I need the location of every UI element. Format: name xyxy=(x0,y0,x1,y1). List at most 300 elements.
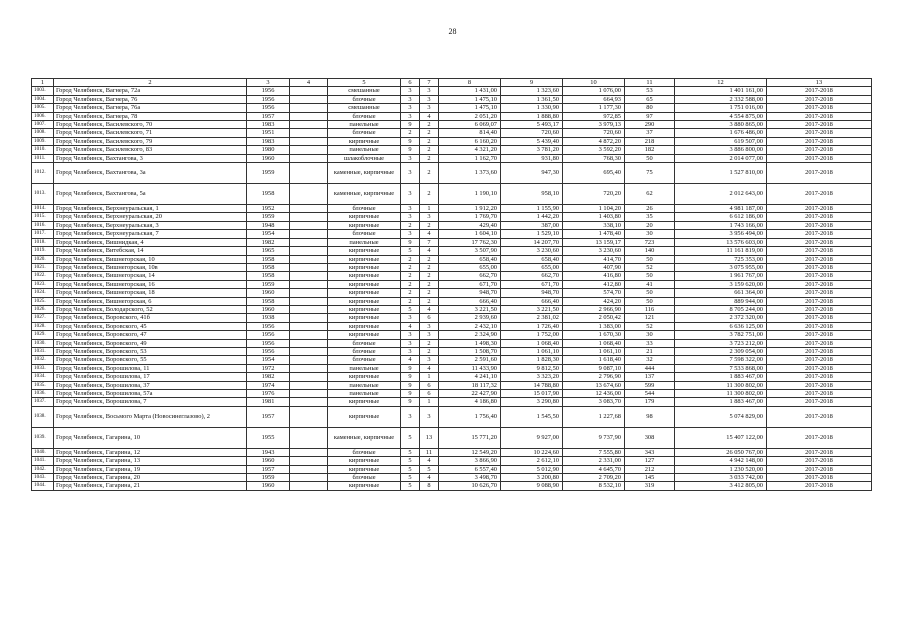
table-cell: 2 xyxy=(420,297,439,305)
table-cell: 1983 xyxy=(247,137,290,145)
table-cell: 5 493,17 xyxy=(501,121,563,129)
table-cell: 50 xyxy=(625,255,675,263)
table-cell: кирпичные xyxy=(328,465,401,473)
table-cell: 1980 xyxy=(247,146,290,154)
table-cell: 948,70 xyxy=(501,289,563,297)
table-cell: 1031. xyxy=(32,347,54,355)
table-cell: 116 xyxy=(625,305,675,313)
table-cell: 2017-2018 xyxy=(767,255,872,263)
table-cell: 62 xyxy=(625,184,675,205)
table-row xyxy=(32,154,872,162)
table-cell: 662,70 xyxy=(501,272,563,280)
table-cell: 1982 xyxy=(247,373,290,381)
table-cell: 1958 xyxy=(247,184,290,205)
table-cell: 50 xyxy=(625,154,675,162)
table-cell: 1 373,60 xyxy=(439,163,501,184)
table-cell xyxy=(290,373,328,381)
table-cell: 1 756,40 xyxy=(439,406,501,427)
table-cell: 9 087,10 xyxy=(563,364,625,372)
table-row xyxy=(32,137,872,145)
table-cell xyxy=(290,347,328,355)
table-cell: 179 xyxy=(625,398,675,406)
table-cell: 1017. xyxy=(32,230,54,238)
table-cell: 3 221,50 xyxy=(501,305,563,313)
table-cell: 1 475,10 xyxy=(439,104,501,112)
table-cell: 2017-2018 xyxy=(767,289,872,297)
table-cell: 1960 xyxy=(247,482,290,490)
table-cell: 2017-2018 xyxy=(767,322,872,330)
table-cell: 30 xyxy=(625,230,675,238)
table-cell: 3 979,13 xyxy=(563,121,625,129)
table-cell: Город Челябинск, Вагнера, 76 xyxy=(54,95,247,103)
table-cell: 1026. xyxy=(32,305,54,313)
table-cell: 9 xyxy=(401,121,420,129)
table-cell: 814,40 xyxy=(439,129,501,137)
table-cell: 9 812,50 xyxy=(501,364,563,372)
table-header-row xyxy=(32,79,872,87)
table-cell: 50 xyxy=(625,297,675,305)
table-cell: 5 012,90 xyxy=(501,465,563,473)
table-cell: 37 xyxy=(625,129,675,137)
table-cell: 11 433,90 xyxy=(439,364,501,372)
column-header: 11 xyxy=(625,79,675,87)
table-cell: 2017-2018 xyxy=(767,238,872,246)
table-cell: 2 xyxy=(420,137,439,145)
table-cell: 5 xyxy=(401,427,420,448)
table-cell: 14 788,80 xyxy=(501,381,563,389)
table-cell: 1 361,50 xyxy=(501,95,563,103)
table-cell: 1 401 161,00 xyxy=(675,87,767,95)
table-cell: 15 017,90 xyxy=(501,390,563,398)
table-cell: Город Челябинск, Гагарина, 20 xyxy=(54,474,247,482)
column-header: 12 xyxy=(675,79,767,87)
table-cell xyxy=(290,146,328,154)
table-cell: кирпичные xyxy=(328,289,401,297)
table-cell: 2 xyxy=(420,154,439,162)
column-header: 7 xyxy=(420,79,439,87)
table-cell: 12 436,00 xyxy=(563,390,625,398)
table-cell: 2017-2018 xyxy=(767,339,872,347)
table-cell xyxy=(290,104,328,112)
table-cell: 97 xyxy=(625,112,675,120)
table-cell xyxy=(290,331,328,339)
table-row xyxy=(32,230,872,238)
table-cell: кирпичные xyxy=(328,272,401,280)
table-cell: 1 961 767,00 xyxy=(675,272,767,280)
table-cell: 1024. xyxy=(32,289,54,297)
table-row xyxy=(32,95,872,103)
table-cell: 2017-2018 xyxy=(767,137,872,145)
table-cell: Город Челябинск, Верхнеуральская, 1 xyxy=(54,205,247,213)
table-cell: 22 427,90 xyxy=(439,390,501,398)
table-cell: 2017-2018 xyxy=(767,163,872,184)
table-cell xyxy=(290,272,328,280)
table-cell: 2017-2018 xyxy=(767,482,872,490)
table-cell: блочные xyxy=(328,230,401,238)
table-cell: 889 944,00 xyxy=(675,297,767,305)
housing-repair-table xyxy=(31,78,872,491)
table-cell: 1960 xyxy=(247,289,290,297)
table-cell: 121 xyxy=(625,314,675,322)
table-cell: 2 xyxy=(420,129,439,137)
table-cell: 6 xyxy=(420,381,439,389)
table-row xyxy=(32,213,872,221)
table-cell: 1035. xyxy=(32,381,54,389)
table-cell: 3 290,80 xyxy=(501,398,563,406)
table-cell: 6 636 125,00 xyxy=(675,322,767,330)
table-cell: 2017-2018 xyxy=(767,230,872,238)
table-cell: 1 162,70 xyxy=(439,154,501,162)
table-cell: шлакоблочные xyxy=(328,154,401,162)
table-cell: 1 545,50 xyxy=(501,406,563,427)
table-row xyxy=(32,87,872,95)
table-cell: 1974 xyxy=(247,381,290,389)
table-cell: 5 xyxy=(401,465,420,473)
table-cell: панельные xyxy=(328,146,401,154)
table-row xyxy=(32,322,872,330)
table-cell: 1959 xyxy=(247,280,290,288)
table-cell: 2 xyxy=(420,163,439,184)
table-cell: 3 075 955,00 xyxy=(675,263,767,271)
table-cell: 3 xyxy=(401,314,420,322)
table-cell: Город Челябинск, Вишнегорская, 10 xyxy=(54,255,247,263)
table-cell: 2017-2018 xyxy=(767,427,872,448)
table-cell: панельные xyxy=(328,121,401,129)
table-cell: 958,10 xyxy=(501,184,563,205)
table-cell: 2017-2018 xyxy=(767,373,872,381)
table-cell: 12 549,20 xyxy=(439,448,501,456)
table-cell: 10 224,60 xyxy=(501,448,563,456)
table-cell: Город Челябинск, Ворошилова, 37 xyxy=(54,381,247,389)
table-cell: 1016. xyxy=(32,221,54,229)
table-cell: 2 xyxy=(420,221,439,229)
table-cell: 2017-2018 xyxy=(767,129,872,137)
table-cell: 1043. xyxy=(32,474,54,482)
table-cell xyxy=(290,474,328,482)
table-row xyxy=(32,280,872,288)
table-cell: 3 xyxy=(420,95,439,103)
table-cell: 3 230,60 xyxy=(501,247,563,255)
table-cell: 655,00 xyxy=(501,263,563,271)
table-cell: 127 xyxy=(625,457,675,465)
table-cell: 1 743 166,00 xyxy=(675,221,767,229)
table-cell: Город Челябинск, Ворошилова, 17 xyxy=(54,373,247,381)
table-cell: 5 xyxy=(401,482,420,490)
table-cell: 1982 xyxy=(247,238,290,246)
table-cell: 1981 xyxy=(247,398,290,406)
table-cell: 14 207,70 xyxy=(501,238,563,246)
table-cell xyxy=(290,112,328,120)
table-cell: Город Челябинск, Вишнегорская, 10в xyxy=(54,263,247,271)
table-cell: 11 300 802,00 xyxy=(675,381,767,389)
table-cell: 6 160,20 xyxy=(439,137,501,145)
table-cell: Город Челябинск, Воровского, 41б xyxy=(54,314,247,322)
table-cell: 1938 xyxy=(247,314,290,322)
table-row xyxy=(32,255,872,263)
table-cell: 1958 xyxy=(247,263,290,271)
table-row xyxy=(32,457,872,465)
table-cell: блочные xyxy=(328,205,401,213)
table-cell: 5 xyxy=(401,474,420,482)
table-row xyxy=(32,184,872,205)
table-cell: 658,40 xyxy=(501,255,563,263)
table-cell: 3 xyxy=(420,322,439,330)
page-number: 28 xyxy=(448,27,457,36)
table-cell: 2017-2018 xyxy=(767,465,872,473)
table-cell: 3 886 800,00 xyxy=(675,146,767,154)
table-cell: 2017-2018 xyxy=(767,95,872,103)
table-cell: 2 xyxy=(401,297,420,305)
table-cell: 5 xyxy=(401,247,420,255)
table-cell: 182 xyxy=(625,146,675,154)
table-cell xyxy=(290,364,328,372)
table-cell: кирпичные xyxy=(328,373,401,381)
table-row xyxy=(32,129,872,137)
table-row xyxy=(32,406,872,427)
table-cell: 4 xyxy=(420,305,439,313)
table-cell: 1 529,10 xyxy=(501,230,563,238)
table-cell: каменные, кирпичные xyxy=(328,163,401,184)
table-cell: 664,93 xyxy=(563,95,625,103)
table-cell: 3 xyxy=(401,112,420,120)
table-cell: кирпичные xyxy=(328,305,401,313)
table-cell: 8 xyxy=(420,482,439,490)
table-cell: 18 117,32 xyxy=(439,381,501,389)
table-row xyxy=(32,427,872,448)
table-cell: 3 083,70 xyxy=(563,398,625,406)
table-cell: 1 xyxy=(420,205,439,213)
table-cell: Город Челябинск, Ворошилова, 11 xyxy=(54,364,247,372)
table-cell: 50 xyxy=(625,272,675,280)
table-cell xyxy=(290,482,328,490)
table-cell: 98 xyxy=(625,406,675,427)
table-cell: 3 221,50 xyxy=(439,305,501,313)
table-row xyxy=(32,347,872,355)
table-cell: 65 xyxy=(625,95,675,103)
table-cell: 948,70 xyxy=(439,289,501,297)
table-cell: 4 645,70 xyxy=(563,465,625,473)
table-row xyxy=(32,163,872,184)
table-cell: 2017-2018 xyxy=(767,154,872,162)
table-cell: 1 061,10 xyxy=(563,347,625,355)
table-cell: 2017-2018 xyxy=(767,406,872,427)
table-cell xyxy=(290,230,328,238)
table-cell: 7 555,80 xyxy=(563,448,625,456)
table-cell: 4 xyxy=(420,230,439,238)
table-cell: 5 439,40 xyxy=(501,137,563,145)
column-header: 5 xyxy=(328,79,401,87)
table-cell: 414,70 xyxy=(563,255,625,263)
table-cell: 1954 xyxy=(247,230,290,238)
table-cell: 3 781,20 xyxy=(501,146,563,154)
table-cell xyxy=(290,427,328,448)
table-cell: 2017-2018 xyxy=(767,448,872,456)
table-cell: 13 xyxy=(420,427,439,448)
table-cell: 3 xyxy=(420,356,439,364)
table-cell: блочные xyxy=(328,112,401,120)
table-cell: Город Челябинск, Гагарина, 19 xyxy=(54,465,247,473)
table-cell: 7 533 868,00 xyxy=(675,364,767,372)
table-cell: 2 591,60 xyxy=(439,356,501,364)
table-cell: 1 403,80 xyxy=(563,213,625,221)
table-cell: 1 912,20 xyxy=(439,205,501,213)
table-cell: 1 883 467,00 xyxy=(675,373,767,381)
table-cell: 137 xyxy=(625,373,675,381)
table-cell: 9 xyxy=(401,381,420,389)
table-cell: Город Челябинск, Вишнидкая, 4 xyxy=(54,238,247,246)
table-cell: Город Челябинск, Василевского, 70 xyxy=(54,121,247,129)
table-cell xyxy=(290,381,328,389)
table-cell: 3 xyxy=(420,213,439,221)
table-cell: Город Челябинск, Ворошилова, 57а xyxy=(54,390,247,398)
table-cell: 1021. xyxy=(32,263,54,271)
table-cell: 3 323,20 xyxy=(501,373,563,381)
table-cell: Город Челябинск, Вагнера, 72а xyxy=(54,87,247,95)
table-cell: 4 186,80 xyxy=(439,398,501,406)
table-cell: кирпичные xyxy=(328,221,401,229)
table-cell xyxy=(290,406,328,427)
table-cell: Город Челябинск, Вахтангова, 5а xyxy=(54,184,247,205)
table-cell: кирпичные xyxy=(328,137,401,145)
table-cell: 53 xyxy=(625,87,675,95)
table-row xyxy=(32,339,872,347)
table-cell: 6 xyxy=(420,390,439,398)
table-row xyxy=(32,263,872,271)
table-cell: 2017-2018 xyxy=(767,457,872,465)
table-cell: 1044. xyxy=(32,482,54,490)
table-cell: 9 xyxy=(401,146,420,154)
table-cell: 3 xyxy=(401,230,420,238)
table-row xyxy=(32,305,872,313)
table-cell: 3 xyxy=(401,154,420,162)
table-cell: 2 014 077,00 xyxy=(675,154,767,162)
table-cell: 1011. xyxy=(32,154,54,162)
table-cell: 2 xyxy=(401,272,420,280)
table-cell: 3 230,60 xyxy=(563,247,625,255)
table-cell: блочные xyxy=(328,448,401,456)
table-cell: 4 872,20 xyxy=(563,137,625,145)
column-header: 8 xyxy=(439,79,501,87)
table-cell: 218 xyxy=(625,137,675,145)
table-cell: 1952 xyxy=(247,205,290,213)
table-cell: блочные xyxy=(328,356,401,364)
table-cell: 3 xyxy=(401,184,420,205)
table-cell: 1958 xyxy=(247,297,290,305)
table-cell: 7 xyxy=(420,238,439,246)
table-cell xyxy=(290,137,328,145)
table-cell: 1 670,30 xyxy=(563,331,625,339)
table-cell: кирпичные xyxy=(328,213,401,221)
table-cell: 4 554 875,00 xyxy=(675,112,767,120)
table-cell: 145 xyxy=(625,474,675,482)
table-cell: 9 xyxy=(401,373,420,381)
table-cell: 1954 xyxy=(247,356,290,364)
table-row xyxy=(32,247,872,255)
table-cell: смешанные xyxy=(328,87,401,95)
table-cell: 1038. xyxy=(32,406,54,427)
table-cell: 9 737,90 xyxy=(563,427,625,448)
table-cell: 2 xyxy=(420,289,439,297)
table-cell: 1 888,80 xyxy=(501,112,563,120)
table-cell: Город Челябинск, Воровского, 53 xyxy=(54,347,247,355)
table-cell: 2 xyxy=(420,146,439,154)
table-cell: 2 051,20 xyxy=(439,112,501,120)
table-cell: 2 612,10 xyxy=(501,457,563,465)
table-cell: 1019. xyxy=(32,247,54,255)
table-cell: блочные xyxy=(328,339,401,347)
table-cell xyxy=(290,129,328,137)
table-cell: 1034. xyxy=(32,373,54,381)
table-cell: 2 xyxy=(420,184,439,205)
column-header: 10 xyxy=(563,79,625,87)
table-cell xyxy=(290,457,328,465)
table-cell: 1015. xyxy=(32,213,54,221)
table-cell: Город Челябинск, Василевского, 79 xyxy=(54,137,247,145)
table-cell: 1 828,30 xyxy=(501,356,563,364)
table-cell: Город Челябинск, Вахтангова, 3а xyxy=(54,163,247,184)
table-row xyxy=(32,331,872,339)
table-cell: Город Челябинск, Вишнегорская, 14 xyxy=(54,272,247,280)
table-cell: каменные, кирпичные xyxy=(328,427,401,448)
table-cell: 1020. xyxy=(32,255,54,263)
table-cell: 3 782 751,00 xyxy=(675,331,767,339)
table-cell: Город Челябинск, Володарского, 52 xyxy=(54,305,247,313)
table-cell: 30 xyxy=(625,331,675,339)
table-cell: 1007. xyxy=(32,121,54,129)
table-cell: 655,00 xyxy=(439,263,501,271)
table-cell: Город Челябинск, Вагнера, 76а xyxy=(54,104,247,112)
table-cell: кирпичные xyxy=(328,482,401,490)
table-cell: Город Челябинск, Гагарина, 13 xyxy=(54,457,247,465)
table-cell: 1 068,40 xyxy=(563,339,625,347)
column-header: 2 xyxy=(54,79,247,87)
table-cell: блочные xyxy=(328,95,401,103)
table-cell: 1956 xyxy=(247,95,290,103)
table-cell: 2 966,90 xyxy=(563,305,625,313)
table-cell: 3 412 805,00 xyxy=(675,482,767,490)
table-cell: Город Челябинск, Вишнегорская, 6 xyxy=(54,297,247,305)
table-cell: 1 618,40 xyxy=(563,356,625,364)
table-cell xyxy=(290,448,328,456)
table-cell: Город Челябинск, Верхнеуральская, 3 xyxy=(54,221,247,229)
table-cell: 1033. xyxy=(32,364,54,372)
table-cell: блочные xyxy=(328,129,401,137)
table-cell: 4 981 187,00 xyxy=(675,205,767,213)
table-cell: 671,70 xyxy=(501,280,563,288)
table-cell: Город Челябинск, Воровского, 45 xyxy=(54,322,247,330)
table-cell: 658,40 xyxy=(439,255,501,263)
table-cell: 2 331,00 xyxy=(563,457,625,465)
table-row xyxy=(32,364,872,372)
table-cell: 6 xyxy=(420,314,439,322)
table-cell: кирпичные xyxy=(328,263,401,271)
table-cell: 2 372 320,00 xyxy=(675,314,767,322)
table-cell: 41 xyxy=(625,280,675,288)
table-cell: Город Челябинск, Верхнеуральская, 7 xyxy=(54,230,247,238)
table-cell: 2 796,90 xyxy=(563,373,625,381)
table-cell: 338,10 xyxy=(563,221,625,229)
table-cell: 1 751 016,00 xyxy=(675,104,767,112)
table-cell: 1 726,40 xyxy=(501,322,563,330)
table-cell: 1 769,70 xyxy=(439,213,501,221)
table-cell: 2017-2018 xyxy=(767,280,872,288)
table-row xyxy=(32,448,872,456)
table-cell: 26 xyxy=(625,205,675,213)
table-cell: 1956 xyxy=(247,331,290,339)
table-row xyxy=(32,356,872,364)
table-cell xyxy=(290,297,328,305)
table-cell: 52 xyxy=(625,263,675,271)
